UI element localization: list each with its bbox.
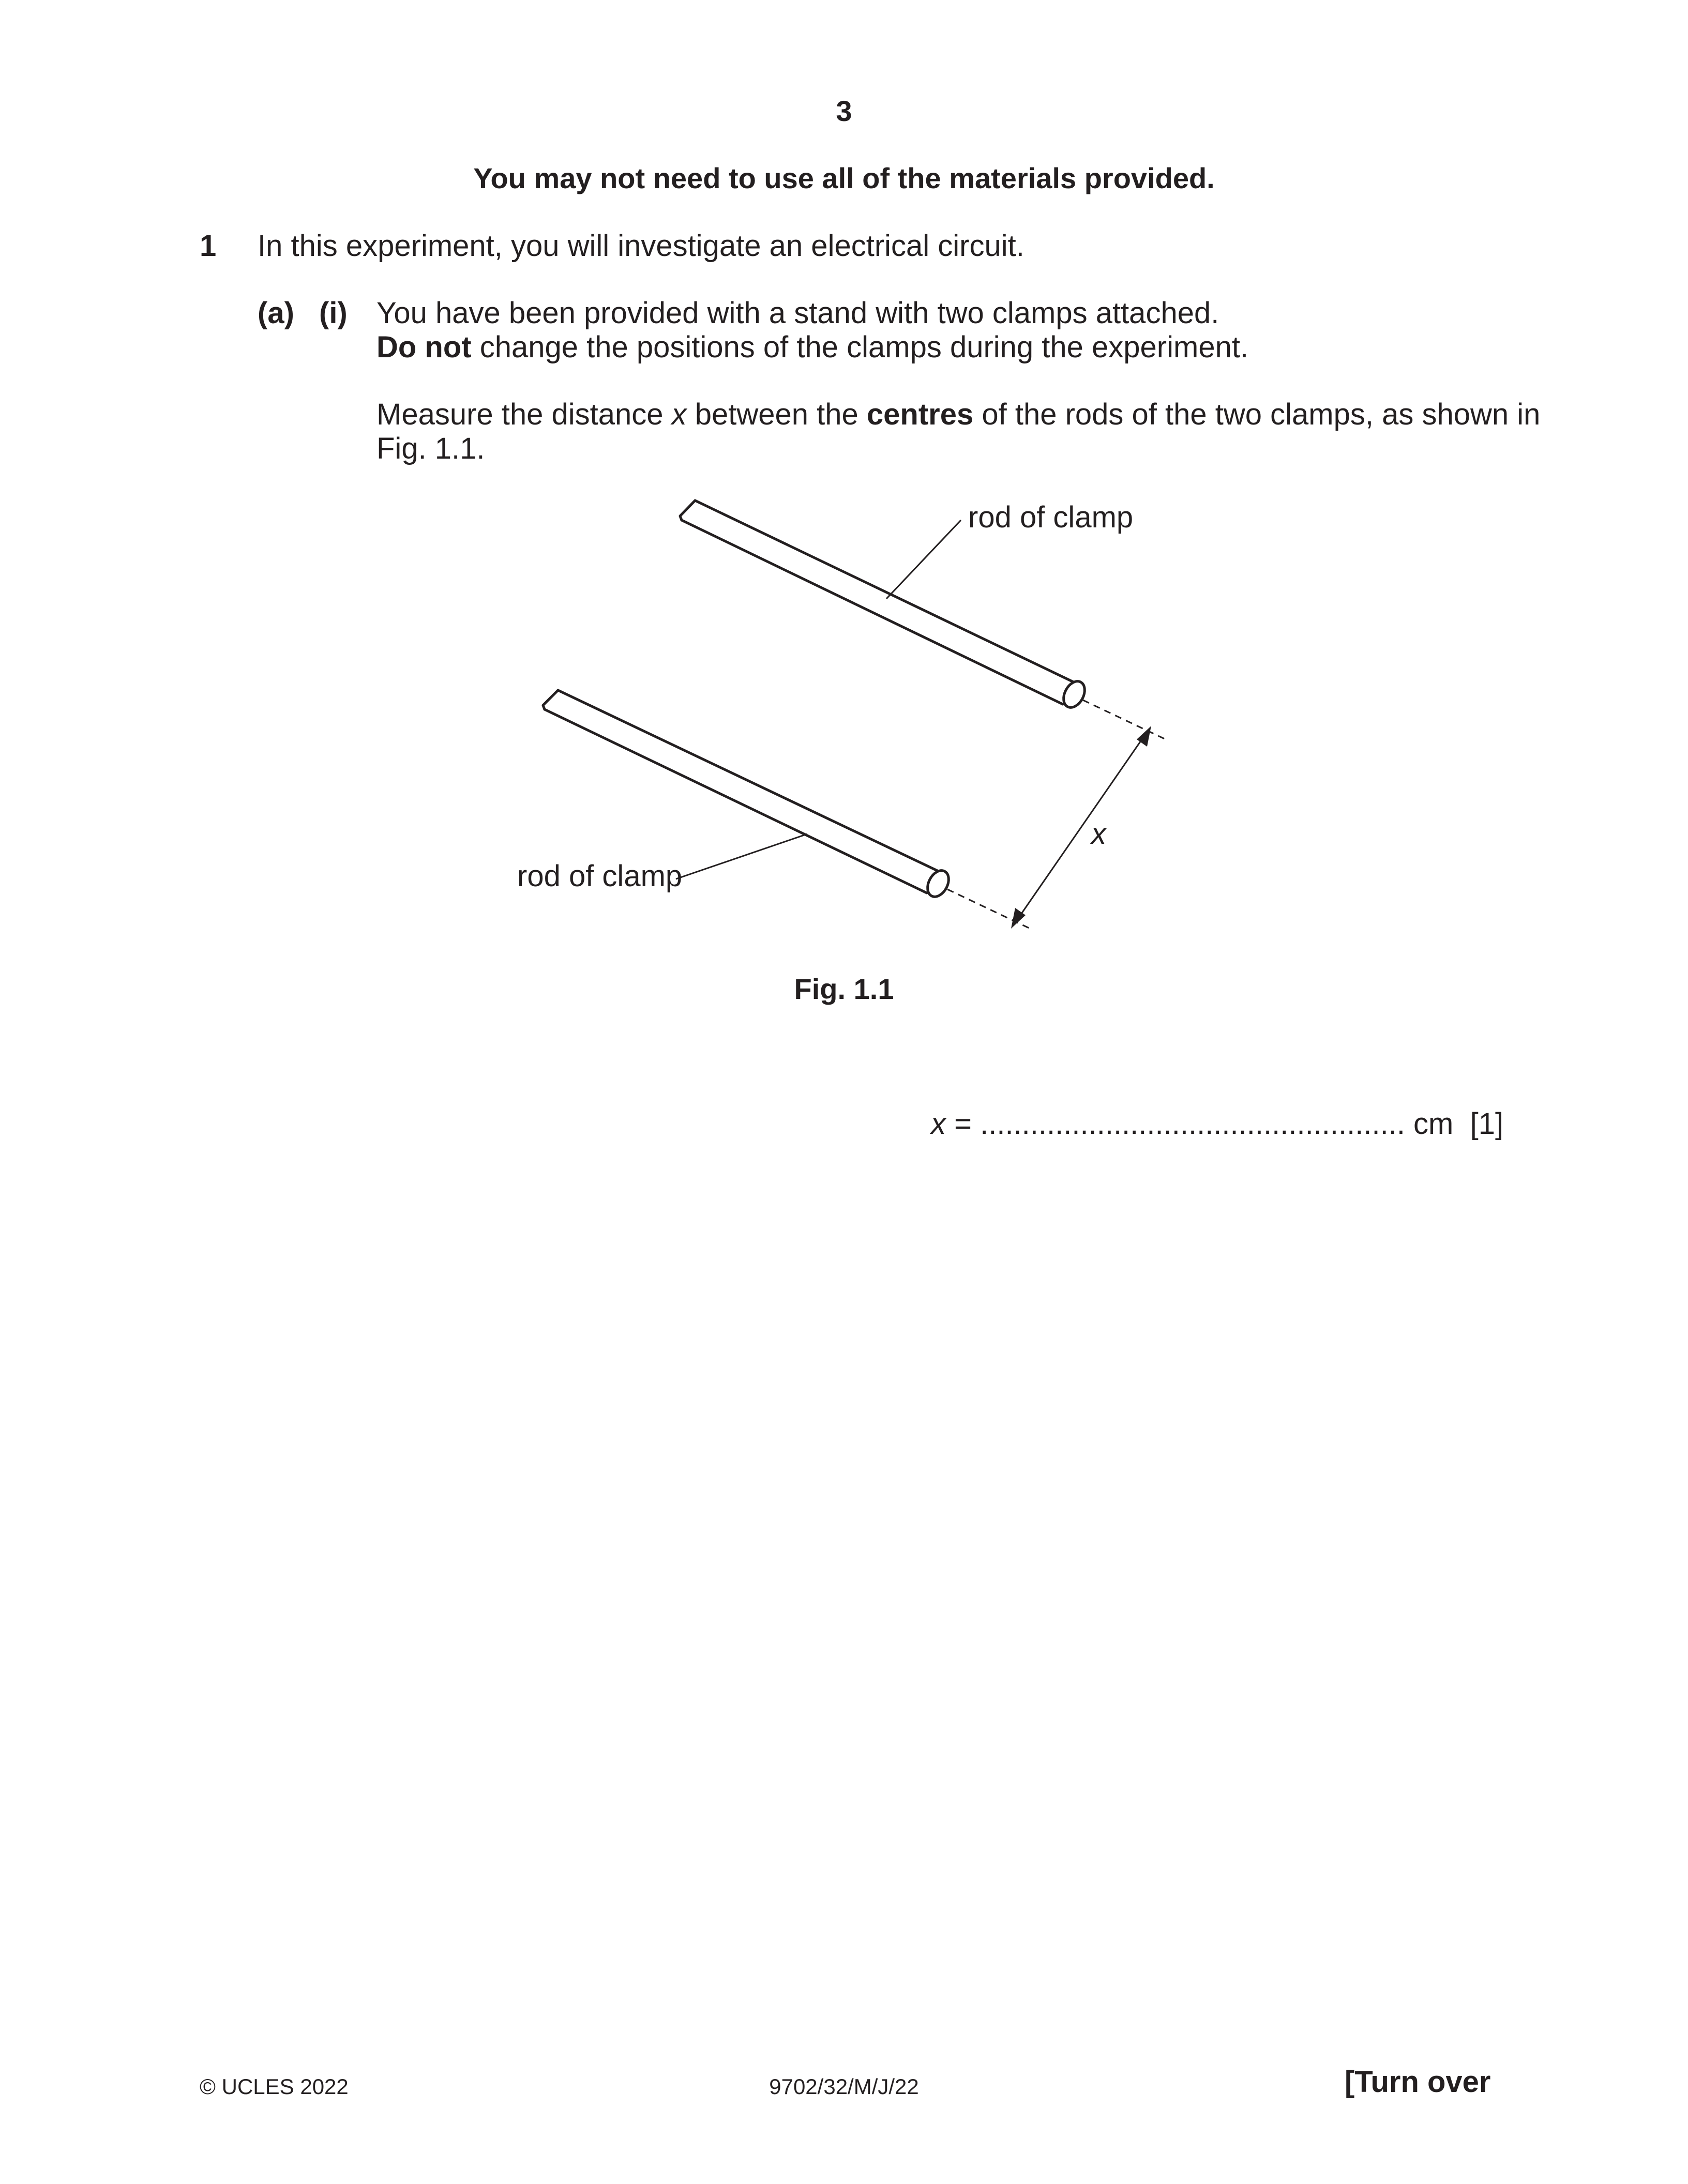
materials-notice: You may not need to use all of the materials provided. (473, 162, 1215, 194)
subpart-label: (i) (319, 296, 348, 330)
bottom-label-leader-line (676, 834, 807, 879)
instruction-line-1: You have been provided with a stand with two clamps attached. (376, 296, 1219, 330)
figure-caption: Fig. 1.1 (794, 973, 894, 1005)
question-number: 1 (200, 229, 217, 263)
answer-dots[interactable]: ................................................... (980, 1107, 1405, 1141)
instruction-line-4: Fig. 1.1. (376, 432, 485, 465)
answer-marks: [1] (1470, 1107, 1504, 1141)
dimension-arrow (1011, 726, 1151, 929)
footer-turn-over: [Turn over (1345, 2065, 1491, 2099)
bottom-rod-label: rod of clamp (517, 859, 683, 893)
do-not-emphasis: Do not (376, 330, 472, 364)
line3-part-a: Measure the distance (376, 398, 672, 431)
fig-1-1-diagram (0, 0, 1688, 982)
top-label-leader-line (886, 520, 961, 599)
footer-paper-code: 9702/32/M/J/22 (769, 2074, 919, 2099)
part-label: (a) (258, 296, 294, 330)
line3-part-b: between the (686, 398, 867, 431)
page-number: 3 (836, 95, 852, 127)
line3-variable: x (671, 398, 687, 431)
instruction-line-2-rest: change the positions of the clamps during the experiment. (471, 330, 1249, 364)
top-extension-dashed-line (1083, 700, 1166, 739)
answer-equals: = (946, 1107, 981, 1141)
footer-copyright: © UCLES 2022 (200, 2074, 349, 2099)
centres-emphasis: centres (866, 398, 974, 431)
question-intro: In this experiment, you will investigate an electrical circuit. (258, 229, 1024, 263)
top-rod-label: rod of clamp (968, 501, 1134, 534)
bottom-extension-dashed-line (947, 889, 1030, 929)
answer-variable: x (931, 1107, 946, 1141)
line3-part-c: of the rods of the two clamps, as shown in (973, 398, 1541, 431)
answer-unit: cm (1405, 1107, 1454, 1141)
dimension-x-label: x (1091, 817, 1106, 851)
answer-line (931, 1106, 1503, 1141)
